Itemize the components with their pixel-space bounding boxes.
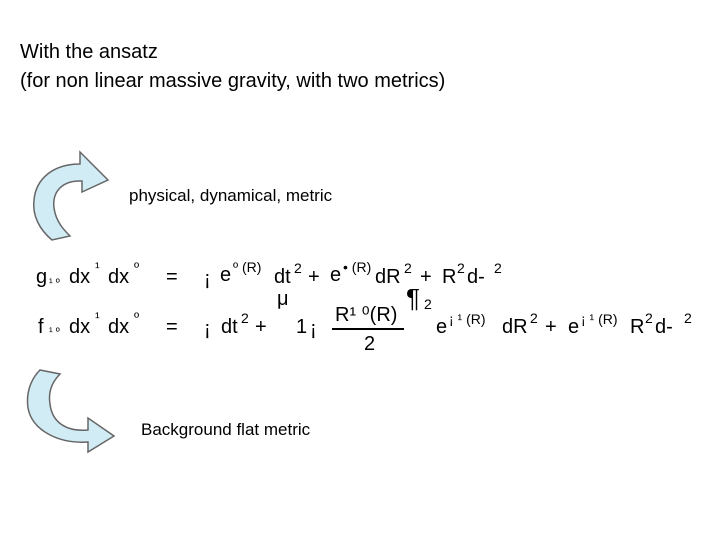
- pilcrow-power: 2: [424, 296, 432, 312]
- minus-sign: ¡: [204, 268, 211, 290]
- heading-line-1: With the ansatz: [20, 41, 158, 63]
- curved-arrow-icon: [26, 150, 112, 242]
- plus-sign-2: +: [420, 266, 432, 288]
- exp-e2: e: [330, 264, 342, 286]
- exp-e-argument: º (R): [233, 259, 262, 275]
- physical-metric-label: physical, dynamical, metric: [129, 186, 333, 205]
- dx-superscript-1: ¹: [95, 259, 100, 275]
- metric-indices: ¹ º: [49, 277, 60, 289]
- dr-term-2: dR: [502, 316, 528, 338]
- curved-arrow-icon-2: [18, 368, 118, 454]
- background-metric-label: Background flat metric: [141, 420, 311, 439]
- plus-sign: +: [308, 266, 320, 288]
- fraction-denominator: 2: [364, 333, 376, 355]
- dt-square: 2: [294, 260, 302, 276]
- r-square: 2: [457, 260, 465, 276]
- slide-heading: [20, 38, 445, 96]
- dx-term-3: dx: [69, 316, 91, 338]
- fraction-numerator: R¹ ⁰(R): [335, 304, 398, 326]
- d-omega-square-2: 2: [684, 310, 692, 326]
- metric-symbol-f: f: [38, 316, 44, 338]
- metric-symbol-g: g: [36, 266, 48, 288]
- r-term: R: [442, 266, 457, 288]
- dt-term: dt: [274, 266, 291, 288]
- dx-superscript-3: ¹: [95, 309, 100, 325]
- r-term-2: R: [630, 316, 645, 338]
- exp-e4: e: [568, 316, 580, 338]
- exp-e3-argument: ¡ ¹ (R): [449, 311, 486, 327]
- heading-line-2: (for non linear massive gravity, with two metrics): [20, 70, 446, 92]
- fraction-bar: [332, 328, 404, 330]
- one-term: 1: [296, 316, 308, 338]
- exp-e: e: [220, 264, 232, 286]
- pilcrow-symbol: ¶: [406, 283, 420, 313]
- r-square-2: 2: [645, 310, 653, 326]
- mu-symbol: μ: [277, 288, 289, 310]
- exp-e4-argument: ¡ ¹ (R): [581, 311, 618, 327]
- plus-sign-3: +: [255, 316, 267, 338]
- equals-sign: =: [166, 266, 178, 288]
- exp-e3: e: [436, 316, 448, 338]
- equals-sign-2: =: [166, 316, 178, 338]
- dx-term-2: dx: [108, 266, 130, 288]
- plus-sign-4: +: [545, 316, 557, 338]
- d-omega-term-2: d-: [655, 316, 673, 338]
- dx-term-1: dx: [69, 266, 91, 288]
- exp-e2-argument: • (R): [343, 259, 372, 275]
- d-omega-term: d-: [467, 266, 485, 288]
- metric-indices-2: ¹ º: [49, 326, 60, 338]
- dr-term: dR: [375, 266, 401, 288]
- dr-square: 2: [404, 260, 412, 276]
- dr-square-2: 2: [530, 310, 538, 326]
- minus-sign-2: ¡: [204, 318, 211, 340]
- dx-superscript-4: º: [134, 309, 140, 325]
- dx-superscript-2: º: [134, 259, 140, 275]
- dx-term-4: dx: [108, 316, 130, 338]
- minus-sign-3: ¡: [310, 318, 317, 340]
- dt-term-2: dt: [221, 316, 238, 338]
- d-omega-square: 2: [494, 260, 502, 276]
- dt-square-2: 2: [241, 310, 249, 326]
